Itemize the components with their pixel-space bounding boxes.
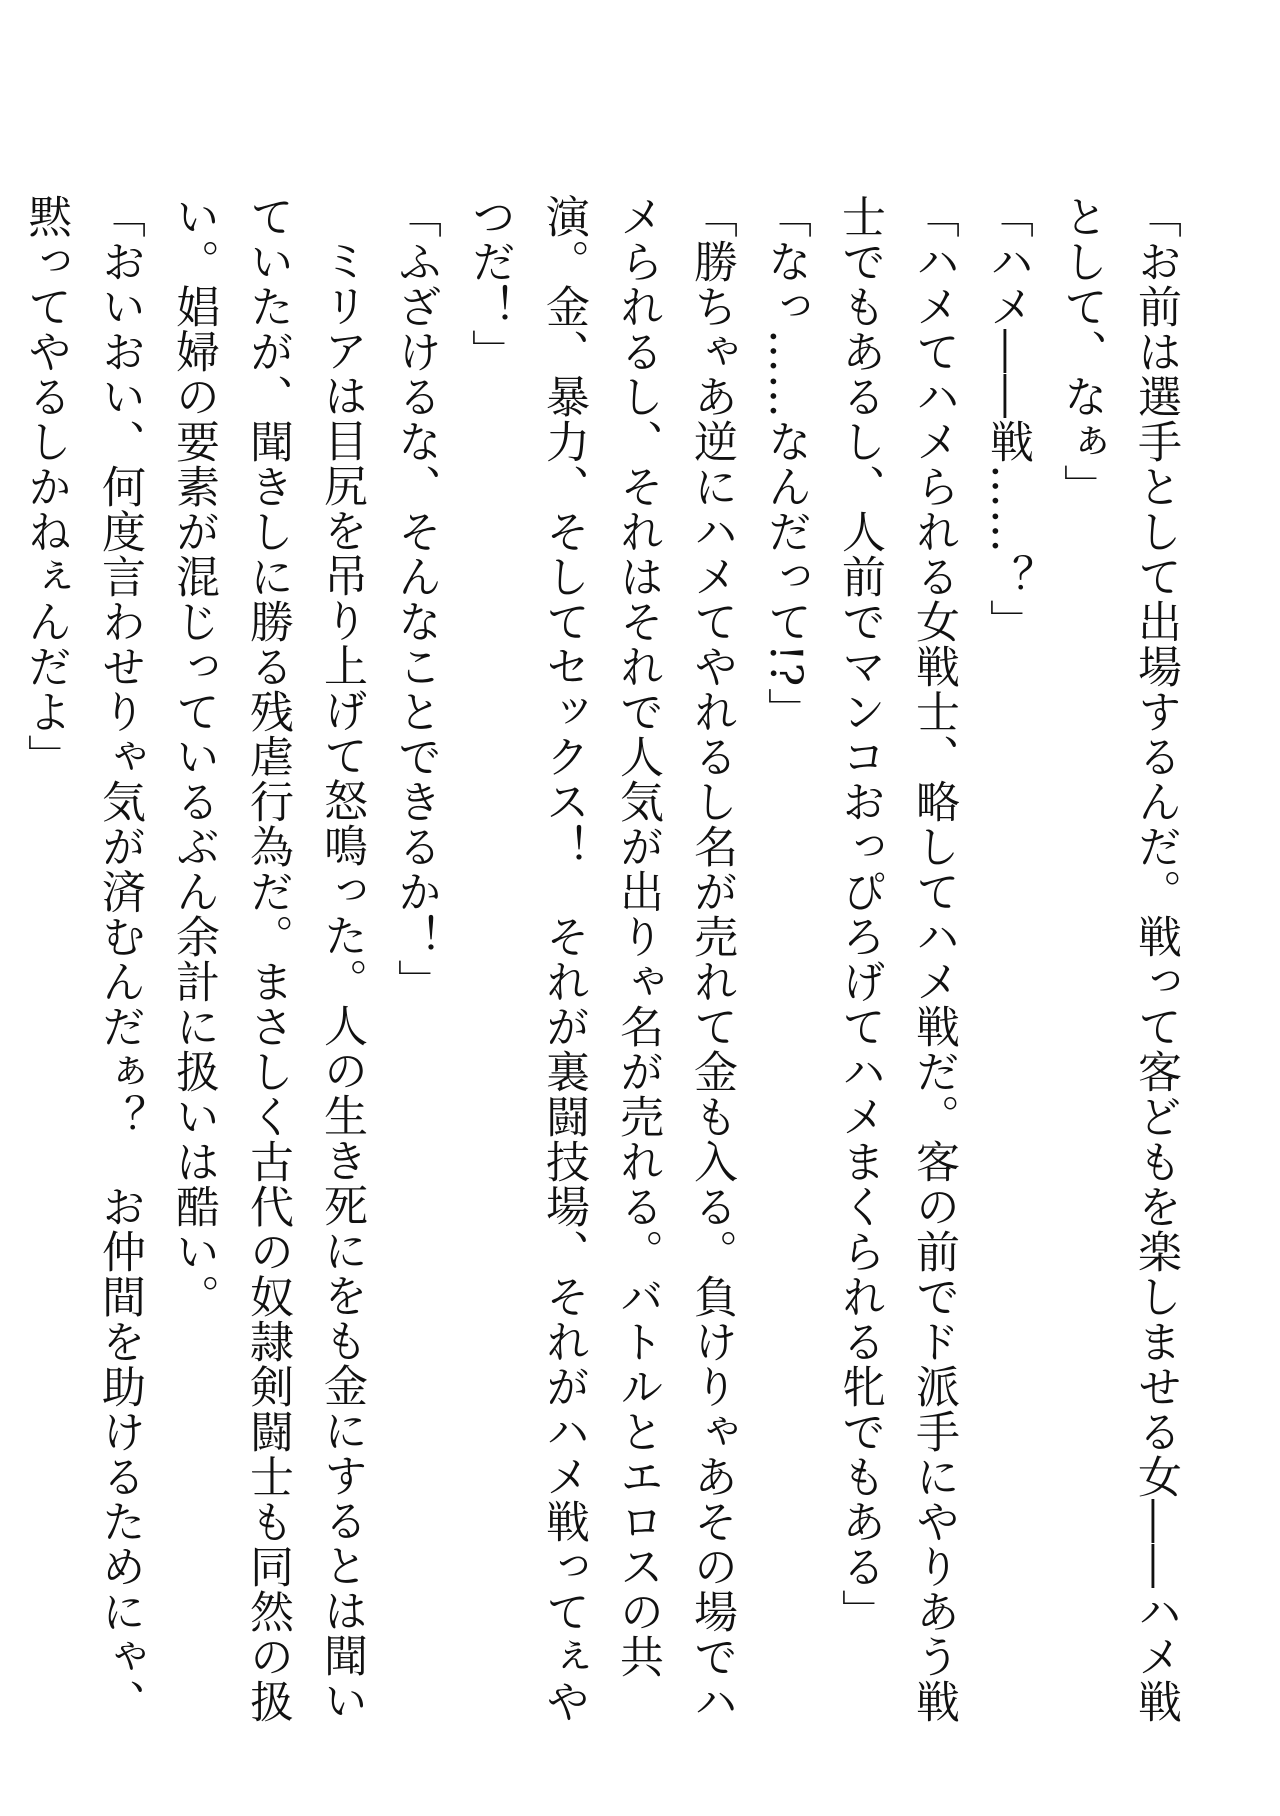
vertical-text-body xyxy=(8,194,1192,1754)
dialogue-line: 「おいおい、何度言わせりゃ気が済むんだぁ？ お仲間を助けるためにゃ、黙ってやるしかねぇんだよ」 xyxy=(20,194,145,1724)
dialogue-line: 「お前は選手として出場するんだ。戦って客どもを楽しませる女――ハメ戦として、なぁ」 xyxy=(1056,194,1181,1724)
narration-paragraph: ミリアは目尻を吊り上げて怒鳴った。人の生き死にをも金にするとは聞いていたが、聞きしに勝る残虐行為だ。まさしく古代の奴隷剣闘士も同然の扱い。娼婦の要素が混じっているぶん余計に扱いは酷い。 xyxy=(168,194,367,1724)
dialogue-line: 「ハメ――戦……？」 xyxy=(982,194,1033,644)
dialogue-line: 「ふざけるな、そんなことできるか！」 xyxy=(390,194,441,1004)
dialogue-line: 「なっ……なんだって!?」 xyxy=(760,194,811,733)
dialogue-line: 「ハメてハメられる女戦士、略してハメ戦だ。客の前でド派手にやりあう戦士でもあるし、人前でマンコおっぴろげてハメまくられる牝でもある」 xyxy=(834,194,959,1724)
dialogue-line: 「勝ちゃあ逆にハメてやれるし名が売れて金も入る。負けりゃあその場でハメられるし、それはそれで人気が出りゃ名が売れる。バトルとエロスの共演。金、暴力、そしてセックス！ それが裏闘技場、それがハメ戦ってぇやつだ！」 xyxy=(464,194,737,1724)
